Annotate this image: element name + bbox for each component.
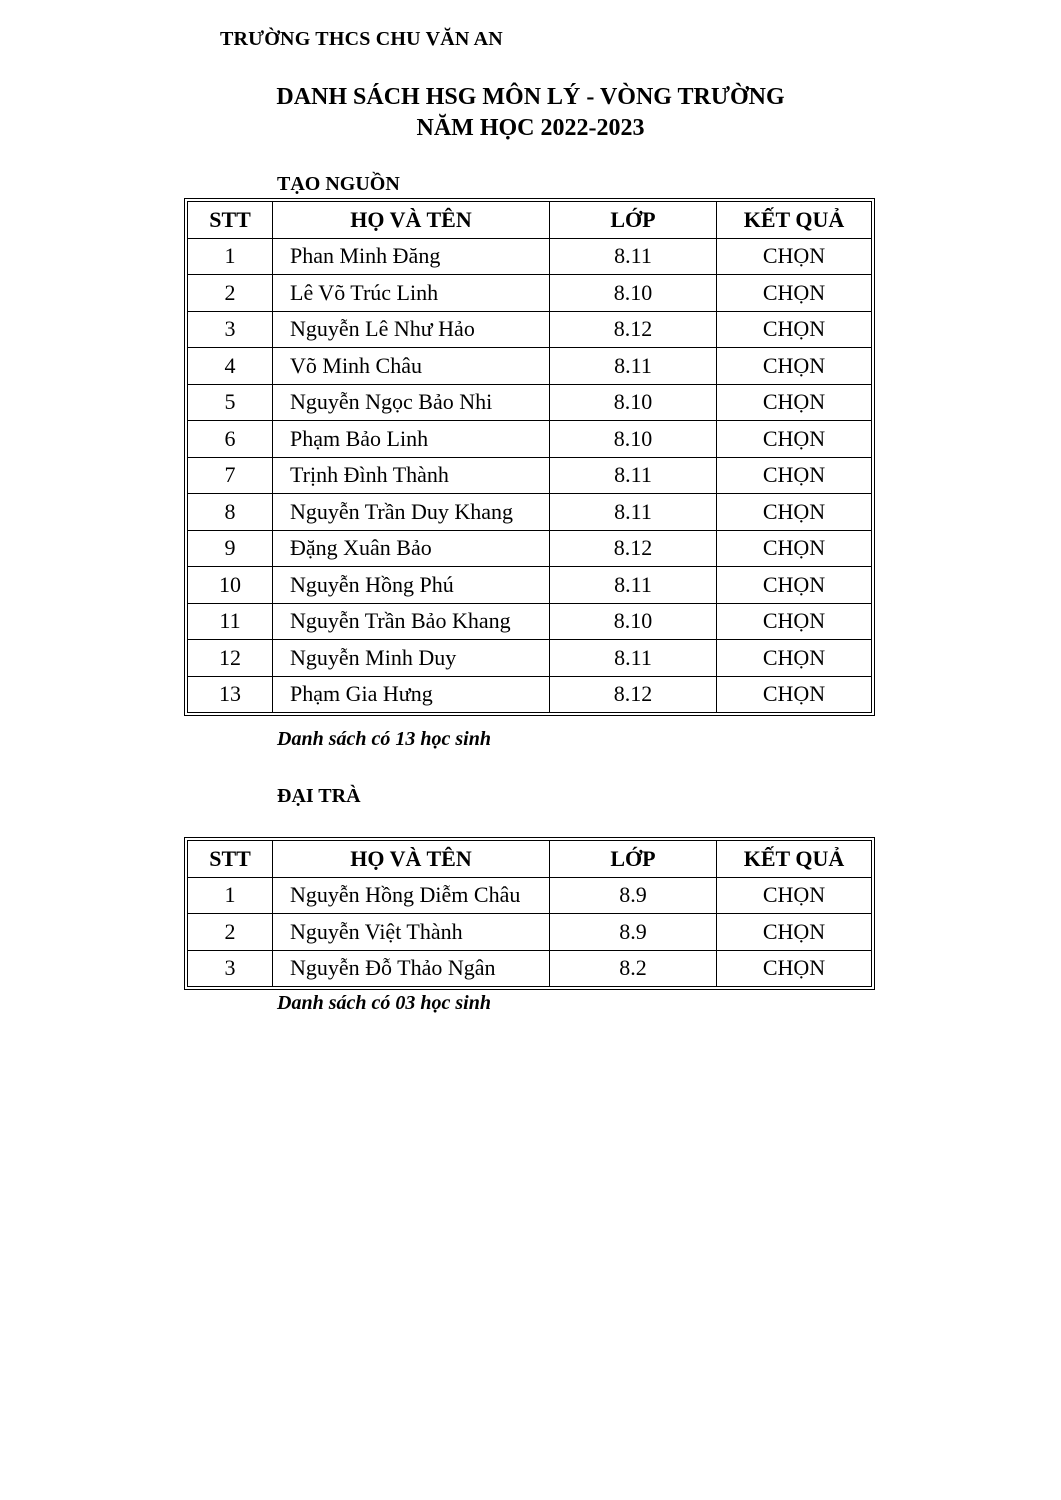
section-label-tao-nguon: TẠO NGUỒN <box>277 173 400 195</box>
cell-class: 8.11 <box>550 494 717 531</box>
school-name: TRƯỜNG THCS CHU VĂN AN <box>220 28 503 50</box>
table-tao-nguon <box>184 198 875 716</box>
school-year: NĂM HỌC 2022-2023 <box>416 115 645 141</box>
header-class: LỚP <box>550 841 717 878</box>
table-row <box>188 457 872 494</box>
cell-stt: 8 <box>188 494 273 531</box>
cell-result: CHỌN <box>717 238 872 275</box>
table-row <box>188 384 872 421</box>
cell-stt: 11 <box>188 603 273 640</box>
cell-name: Nguyễn Minh Duy <box>273 640 550 677</box>
cell-stt: 10 <box>188 567 273 604</box>
cell-class: 8.12 <box>550 530 717 567</box>
document-title: DANH SÁCH HSG MÔN LÝ - VÒNG TRƯỜNG <box>276 84 785 110</box>
cell-name: Võ Minh Châu <box>273 348 550 385</box>
table-row <box>188 676 872 713</box>
cell-name: Phạm Bảo Linh <box>273 421 550 458</box>
cell-class: 8.11 <box>550 640 717 677</box>
cell-class: 8.11 <box>550 457 717 494</box>
cell-stt: 12 <box>188 640 273 677</box>
cell-stt: 3 <box>188 950 273 987</box>
cell-result: CHỌN <box>717 275 872 312</box>
header-class: LỚP <box>550 202 717 239</box>
table-row <box>188 494 872 531</box>
cell-class: 8.10 <box>550 603 717 640</box>
cell-class: 8.11 <box>550 348 717 385</box>
cell-name: Trịnh Đình Thành <box>273 457 550 494</box>
cell-class: 8.10 <box>550 384 717 421</box>
cell-stt: 1 <box>188 877 273 914</box>
cell-result: CHỌN <box>717 494 872 531</box>
cell-name: Phan Minh Đăng <box>273 238 550 275</box>
cell-result: CHỌN <box>717 603 872 640</box>
table-row <box>188 603 872 640</box>
cell-result: CHỌN <box>717 457 872 494</box>
cell-stt: 3 <box>188 311 273 348</box>
table-row <box>188 914 872 951</box>
cell-stt: 2 <box>188 914 273 951</box>
cell-result: CHỌN <box>717 311 872 348</box>
cell-stt: 13 <box>188 676 273 713</box>
table-row <box>188 877 872 914</box>
cell-class: 8.12 <box>550 676 717 713</box>
cell-name: Nguyễn Hồng Phú <box>273 567 550 604</box>
cell-stt: 5 <box>188 384 273 421</box>
cell-name: Phạm Gia Hưng <box>273 676 550 713</box>
cell-stt: 6 <box>188 421 273 458</box>
table-row <box>188 640 872 677</box>
cell-result: CHỌN <box>717 914 872 951</box>
cell-name: Lê Võ Trúc Linh <box>273 275 550 312</box>
cell-class: 8.11 <box>550 567 717 604</box>
cell-stt: 9 <box>188 530 273 567</box>
table-header-row <box>188 841 872 878</box>
table-row <box>188 348 872 385</box>
student-count-note: Danh sách có 03 học sinh <box>277 992 491 1014</box>
header-result: KẾT QUẢ <box>717 202 872 239</box>
cell-result: CHỌN <box>717 640 872 677</box>
cell-result: CHỌN <box>717 676 872 713</box>
cell-result: CHỌN <box>717 348 872 385</box>
cell-result: CHỌN <box>717 877 872 914</box>
cell-result: CHỌN <box>717 567 872 604</box>
cell-stt: 7 <box>188 457 273 494</box>
cell-name: Đặng Xuân Bảo <box>273 530 550 567</box>
cell-name: Nguyễn Việt Thành <box>273 914 550 951</box>
cell-class: 8.2 <box>550 950 717 987</box>
header-result: KẾT QUẢ <box>717 841 872 878</box>
cell-stt: 1 <box>188 238 273 275</box>
cell-name: Nguyễn Ngọc Bảo Nhi <box>273 384 550 421</box>
table-header-row <box>188 202 872 239</box>
cell-name: Nguyễn Đỗ Thảo Ngân <box>273 950 550 987</box>
header-name: HỌ VÀ TÊN <box>273 841 550 878</box>
cell-stt: 4 <box>188 348 273 385</box>
table-row <box>188 567 872 604</box>
table-row <box>188 275 872 312</box>
table-row <box>188 530 872 567</box>
cell-name: Nguyễn Lê Như Hảo <box>273 311 550 348</box>
table-row <box>188 950 872 987</box>
cell-class: 8.12 <box>550 311 717 348</box>
cell-result: CHỌN <box>717 950 872 987</box>
cell-class: 8.10 <box>550 275 717 312</box>
cell-class: 8.11 <box>550 238 717 275</box>
cell-class: 8.9 <box>550 914 717 951</box>
cell-stt: 2 <box>188 275 273 312</box>
header-stt: STT <box>188 202 273 239</box>
cell-result: CHỌN <box>717 384 872 421</box>
student-count-note: Danh sách có 13 học sinh <box>277 728 491 750</box>
table-row <box>188 238 872 275</box>
header-stt: STT <box>188 841 273 878</box>
table-row <box>188 311 872 348</box>
cell-result: CHỌN <box>717 421 872 458</box>
cell-name: Nguyễn Hồng Diễm Châu <box>273 877 550 914</box>
table-dai-tra <box>184 837 875 990</box>
cell-name: Nguyễn Trần Bảo Khang <box>273 603 550 640</box>
cell-class: 8.9 <box>550 877 717 914</box>
cell-result: CHỌN <box>717 530 872 567</box>
cell-class: 8.10 <box>550 421 717 458</box>
table-row <box>188 421 872 458</box>
header-name: HỌ VÀ TÊN <box>273 202 550 239</box>
cell-name: Nguyễn Trần Duy Khang <box>273 494 550 531</box>
section-label-dai-tra: ĐẠI TRÀ <box>277 785 361 807</box>
